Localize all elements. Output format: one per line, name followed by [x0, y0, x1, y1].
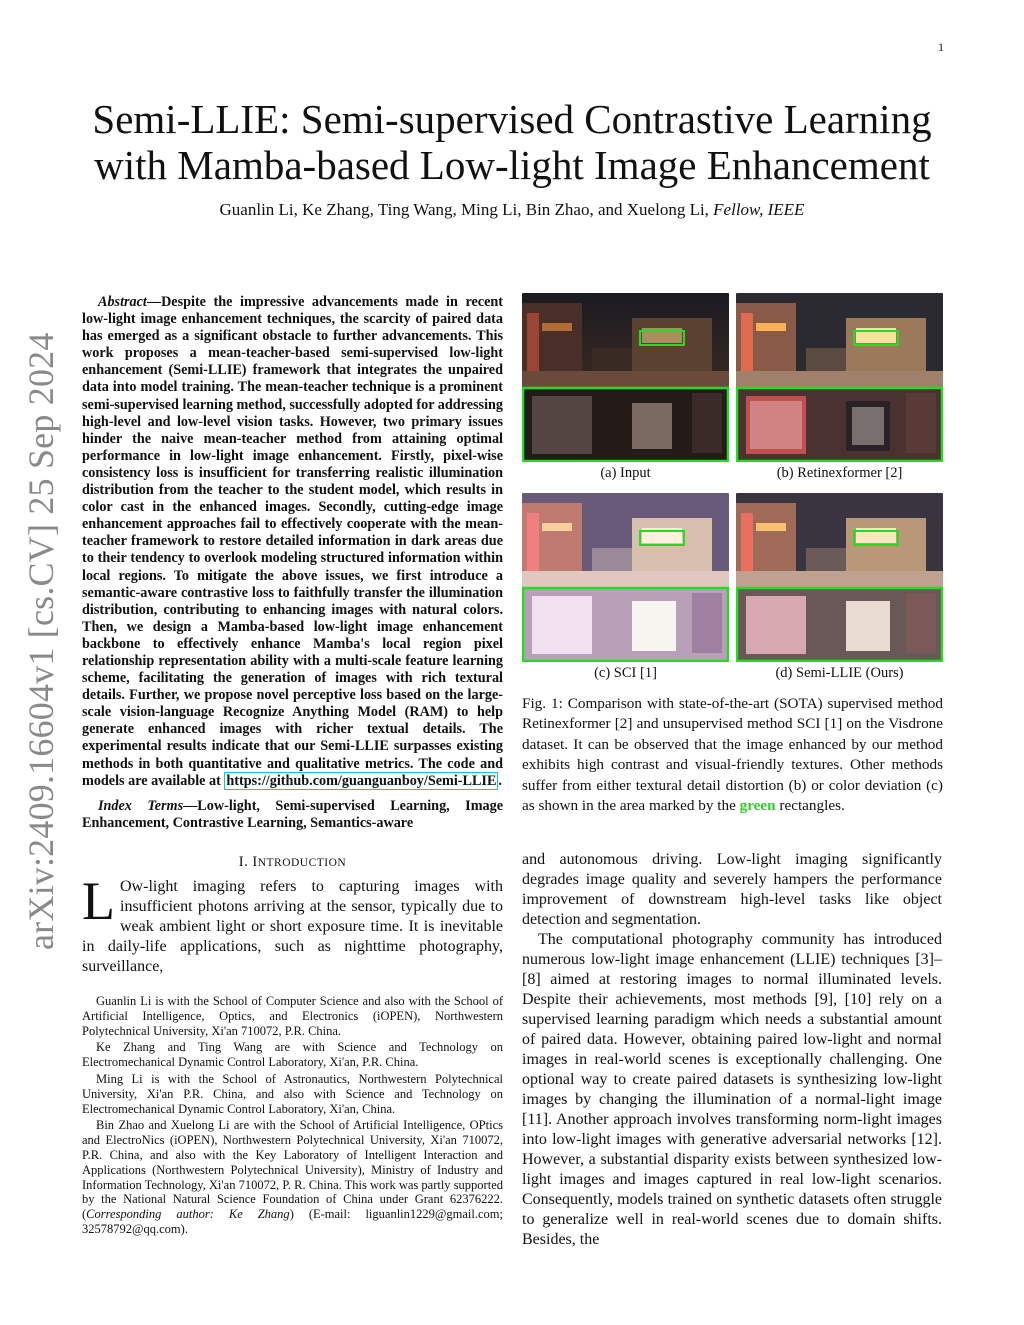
section-title-rest: NTRODUCTION [257, 856, 347, 869]
author-fellow-suffix: Fellow, IEEE [713, 200, 805, 219]
subfigure-d [736, 493, 943, 682]
index-terms [82, 798, 503, 832]
page-number: 1 [938, 40, 944, 54]
code-link[interactable]: https://github.com/guanguanboy/Semi-LLIE [226, 772, 497, 789]
section-title-initial: I [252, 853, 258, 870]
left-column [82, 294, 503, 977]
semi-llie-image [736, 493, 943, 662]
drop-cap: L [82, 870, 115, 931]
sci-image [522, 493, 729, 662]
paper-title: Semi-LLIE: Semi-supervised Contrastive Learning with Mamba-based Low-light Image Enhancement [92, 96, 932, 188]
abstract [82, 294, 503, 790]
index-terms-body: —Low-light, Semi-supervised Learning, Image Enhancement, Contrastive Learning, Semantics-aware [82, 797, 503, 831]
footnote-email: ) (E-mail: liguanlin1229@gmail.com; 32578792@qq.com). [82, 1207, 503, 1236]
subfigure-label: (c) SCI [1] [594, 665, 657, 681]
figure-caption-end: rectangles. [779, 797, 845, 815]
abstract-body: —Despite the impressive advancements made in recent low-light image enhancement techniques, the scarcity of paired data has emerged as a significant obstacle to further advancements. This work proposes a mean-teacher-based semi-supervised low-light enhancement (Semi-LLIE) framework that integrates the unpaired data into model training. The mean-teacher technique is a prominent semi-supervised learning method, successfully adopted for addressing high-level and low-level vision tasks. However, two primary issues hinder the naive mean-teacher method from attaining optimal performance in low-light image enhancement. Firstly, pixel-wise consistency loss is insufficient for transferring realistic illumination distribution from the teacher to the student model, which results in color cast in the enhanced images. Secondly, cutting-edge image enhancement approaches fail to effectively cooperate with the mean-teacher framework to restore detailed information in dark areas due to their tendency to overlook modeling structured information within local regions. To mitigate the above issues, we first introduce a semantic-aware contrastive loss to faithfully transfer the illumination distribution, contributing to enhancing images with natural colors. Then, we design a Mamba-based low-light image enhancement backbone to effectively enhance Mamba's local region pixel relationship representation ability with a multi-scale feature learning scheme, facilitating the generation of images with rich textural details. Further, we propose novel perceptive loss based on the large-scale vision-language Recognize Anything Model (RAM) to help generate enhanced images with richer textual details. The experimental results indicate that our Semi-LLIE surpasses existing methods in both quantitative and qualitative metrics. The code and models are available at [82, 294, 503, 789]
intro-text: Ow-light imaging refers to capturing images with insufficient photons arriving at the sensor, typically due to weak ambient light or short exposure time. It is inevitable in daily-life applications, such as nighttime photography, surveillance, [82, 877, 503, 975]
footnotes [82, 994, 503, 1239]
index-terms-lead: Index Terms [98, 797, 184, 814]
abstract-lead: Abstract [98, 294, 147, 310]
footnote: Guanlin Li is with the School of Computer Science and also with the School of Artificial Intelligence, Optics, and Electronics (iOPEN), Northwestern Polytechnical University, Xi'an 710072, P.R. China. [82, 994, 503, 1038]
subfigure-label: (d) Semi-LLIE (Ours) [775, 665, 904, 681]
retinexformer-image [736, 293, 943, 462]
figure-caption-highlight: green [739, 797, 776, 815]
subfigure-c [522, 493, 729, 682]
figure-caption-text: Fig. 1: Comparison with state-of-the-art (SOTA) supervised method Retinexformer [2] and unsupervised method SCI [1] on the Visdrone dataset. It can be observed that the image enhanced by our method exhibits high contrast and visual-friendly textures. Other methods suffer from either textural detail distortion (b) or color deviation (c) as shown in the area marked by the [522, 695, 943, 815]
subfigure-label: (a) Input [600, 465, 651, 481]
abstract-end: . [498, 772, 502, 789]
footnote [82, 1118, 503, 1236]
body-paragraph: and autonomous driving. Low-light imaging significantly degrades image quality and severely hampers the performance improvement of downstream high-level tasks like object detection and segmentation. [522, 851, 942, 928]
footnote-corresponding-author: Corresponding author: Ke Zhang [86, 1207, 290, 1222]
section-numeral: I. [238, 853, 249, 870]
right-column [522, 850, 942, 1250]
subfigure-label: (b) Retinexformer [2] [776, 465, 903, 481]
footnote-text: Bin Zhao and Xuelong Li are with the School of Artificial Intelligence, OPtics and ElectroNics (iOPEN), Northwestern Polytechnical University, Xi'an 710072, P.R. China, and also with the Key Laboratory of Intelligent Interaction and Applications (Northwestern Polytechnical University), Ministry of Industry and Information Technology, Xi'an 710072, P. R. China. This work was partly supported by the National Natural Science Foundation of China under Grant 62376222. ( [82, 1118, 503, 1222]
footnote: Ming Li is with the School of Astronautics, Northwestern Polytechnical University, Xi'an P.R. China, and also with Science and Technology on Electromechanical Dynamic Control Laboratory, Xi'an, China. [82, 1071, 503, 1116]
subfigure-a [522, 293, 729, 482]
author-list [60, 200, 964, 220]
input-image [522, 293, 729, 462]
footnote: Ke Zhang and Ting Wang are with Science and Technology on Electromechanical Dynamic Control Laboratory, Xi'an, P.R. China. [82, 1040, 503, 1070]
subfigure-b [736, 293, 943, 482]
author-names: Guanlin Li, Ke Zhang, Ting Wang, Ming Li, Bin Zhao, and Xuelong Li, [219, 200, 709, 219]
intro-paragraph [82, 870, 503, 977]
arxiv-identifier: arXiv:2409.16604v1 [cs.CV] 25 Sep 2024 [21, 332, 61, 950]
section-heading-introduction [82, 854, 503, 871]
body-paragraph: The computational photography community has introduced numerous low-light image enhancement (LLIE) techniques [3]–[8] aimed at restoring images to normal illuminated levels. Despite their achievements, most methods [9], [10] rely on a supervised learning paradigm which needs a substantial amount of paired data. However, obtaining paired low-light and normal images in real-world scenes is exceptionally challenging. One optional way to create paired datasets is synthesizing low-light images by changing the illumination of a normal-light image [11]. Another approach involves transforming norm-light images into low-light images with generative adversarial networks [12]. However, a substantial disparity exists between synthesized low-light images and images captured in real low-light scenarios. Consequently, models trained on synthetic datasets often struggle to generalize well in real-world scenes due to domain shifts. Besides, the [522, 931, 942, 1248]
figure-caption [522, 694, 943, 816]
